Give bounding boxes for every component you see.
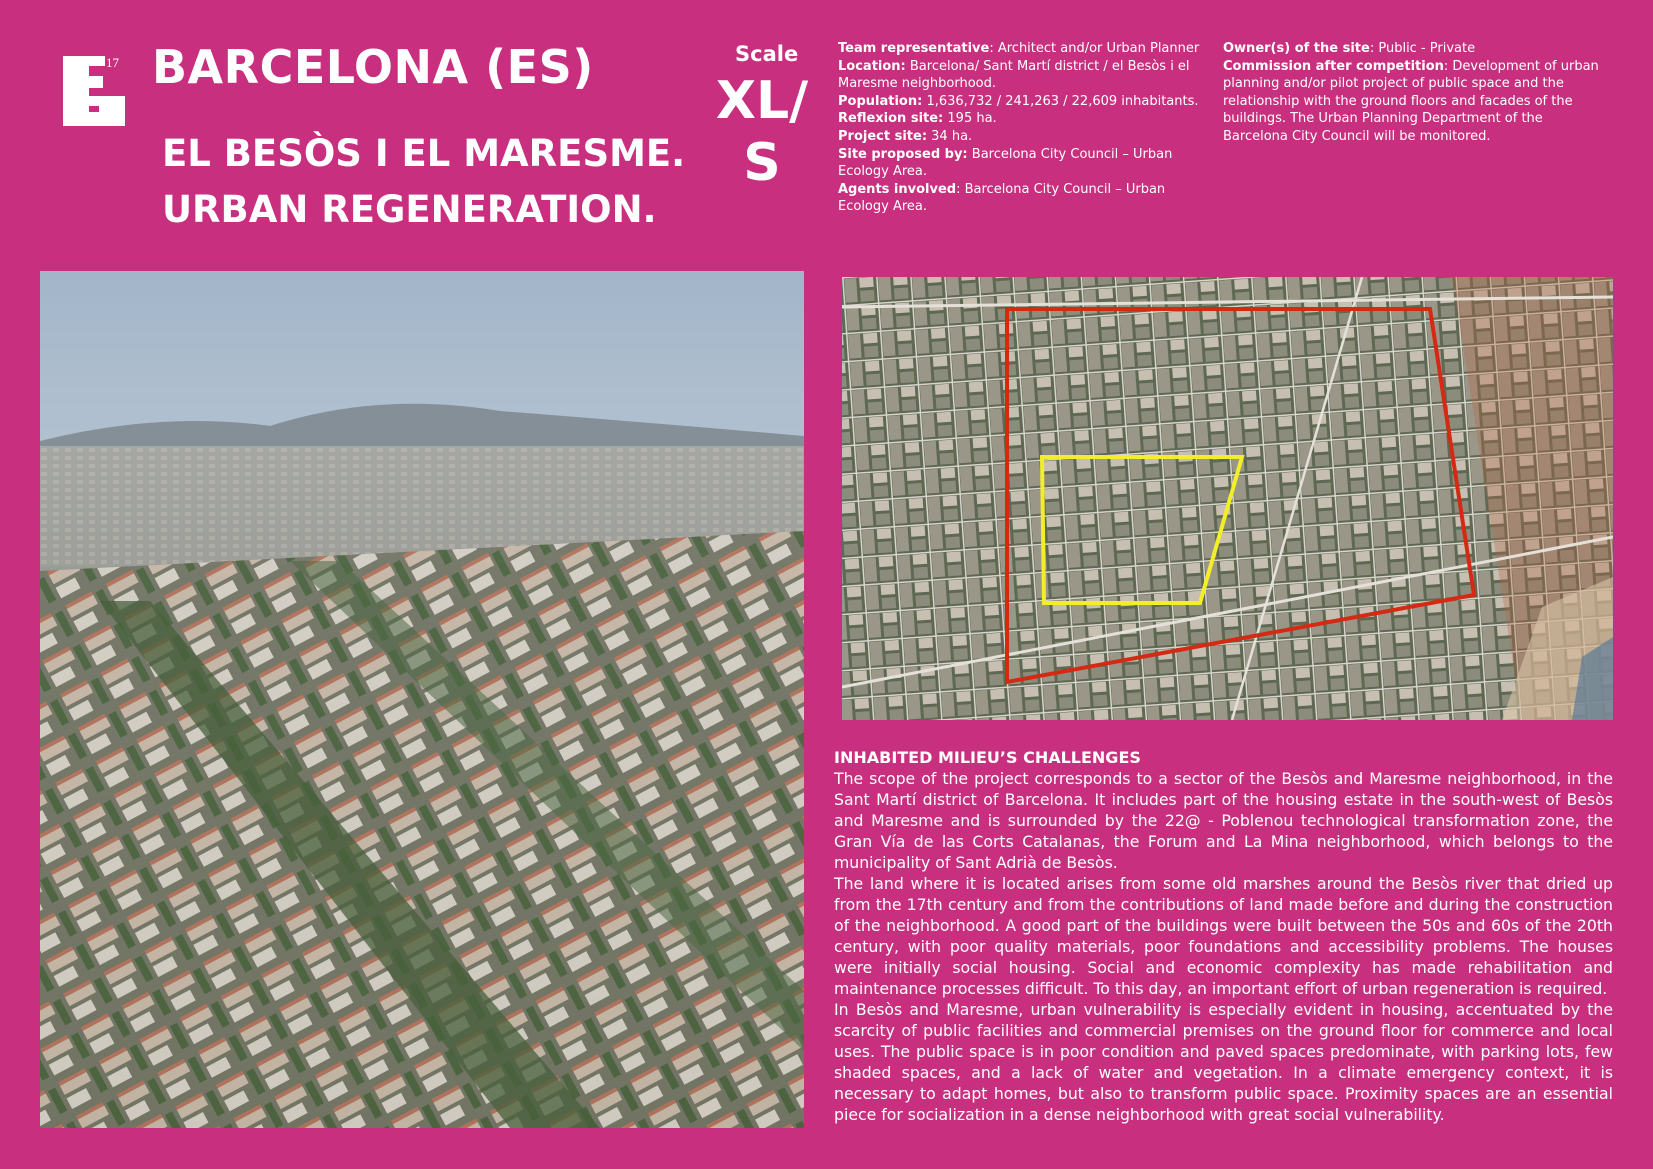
info-value: Public - Private <box>1378 41 1476 56</box>
challenges-paragraph-2: The land where it is located arises from some old marshes around the Besòs river that dried up from the 17th century and from the contributions of land made before and during the construction of the neighborhood. A good part of the buildings were built between the 50s and 60s of the 20th century, with poor quality materials, poor foundations and accessibility problems. The houses were initially social housing. Social and economic complexity has made rehabilitation and maintenance processes difficult. To this day, an important effort of urban regeneration is required. <box>834 874 1613 998</box>
info-label: Reflexion site: <box>838 111 944 127</box>
site-info-left <box>838 40 1214 216</box>
info-commission <box>1223 58 1603 146</box>
scale-value-line-2: S <box>743 133 781 193</box>
page-subtitle <box>162 126 685 238</box>
info-label: Agents involved <box>838 181 957 197</box>
info-owners <box>1223 40 1603 58</box>
subtitle-line-2: URBAN REGENERATION. <box>162 188 657 231</box>
logo-superscript: 17 <box>106 55 119 70</box>
info-value: Architect and/or Urban Planner <box>997 41 1200 56</box>
info-value: Barcelona City Council – Urban Ecology Area. <box>838 181 1166 215</box>
info-label: Site proposed by: <box>838 146 968 162</box>
challenges-heading: INHABITED MILIEU’S CHALLENGES <box>834 748 1141 767</box>
scale-value-line-1: XL/ <box>715 71 809 131</box>
info-label: Commission after competition <box>1223 58 1444 74</box>
info-label: Team representative <box>838 41 990 56</box>
info-separator: : <box>1369 41 1379 56</box>
challenges-section <box>834 747 1613 1125</box>
info-location <box>838 58 1214 93</box>
info-value: 195 ha. <box>947 111 997 127</box>
info-project-site <box>838 128 1214 146</box>
info-population <box>838 93 1214 111</box>
info-team-representative <box>838 40 1214 58</box>
info-site-proposed-by <box>838 146 1214 181</box>
info-reflexion-site <box>838 110 1214 128</box>
info-agents-involved <box>838 181 1214 216</box>
scale-label: Scale <box>735 42 799 66</box>
info-label: Project site: <box>838 128 928 144</box>
info-label: Population: <box>838 93 923 109</box>
satellite-site-map <box>842 277 1613 720</box>
info-separator: : <box>956 181 965 197</box>
challenges-paragraph-3: In Besòs and Maresme, urban vulnerability is especially evident in housing, accentuated by the scarcity of public facilities and commercial premises on the ground floor for commerce and local uses. The public space is in poor condition and paved spaces predominate, with parking lots, few shaded spaces, and a lack of water and vegetation. In a climate emergency context, it is necessary to adapt homes, but also to transform public space. Proximity spaces are an essential piece for socialization in a dense neighborhood with great social vulnerability. <box>834 1000 1613 1124</box>
subtitle-line-1: EL BESÒS I EL MARESME. <box>162 132 686 175</box>
info-value: Barcelona City Council – Urban Ecology Area. <box>838 146 1173 180</box>
site-info-right <box>1223 40 1603 146</box>
scale-value <box>712 70 812 194</box>
info-value: Barcelona/ Sant Martí district / el Besòs i el Maresme neighborhood. <box>838 58 1190 92</box>
info-separator: : <box>989 41 998 56</box>
page-title: BARCELONA (ES) <box>152 40 594 94</box>
info-label: Owner(s) of the site <box>1223 41 1370 56</box>
info-value: 34 ha. <box>931 128 973 144</box>
info-value: Development of urban planning and/or pilot project of public space and the relationship with the ground floors and facades of the buildings. The Urban Planning Department of the Barcelona City Council will be monitored. <box>1223 58 1599 144</box>
info-value: 1,636,732 / 241,263 / 22,609 inhabitants. <box>926 93 1199 109</box>
info-separator: : <box>1443 58 1453 74</box>
challenges-paragraph-1: The scope of the project corresponds to a sector of the Besòs and Maresme neighborhood, in the Sant Martí district of Barcelona. It includes part of the housing estate in the south-west of Besòs and Maresme and is surrounded by the 22@ - Poblenou technological transformation zone, the Gran Vía de las Corts Catalanas, the Forum and La Mina neighborhood, which belongs to the municipality of Sant Adrià de Besòs. <box>834 769 1613 872</box>
info-label: Location: <box>838 58 906 74</box>
aerial-city-photo <box>40 271 804 1128</box>
